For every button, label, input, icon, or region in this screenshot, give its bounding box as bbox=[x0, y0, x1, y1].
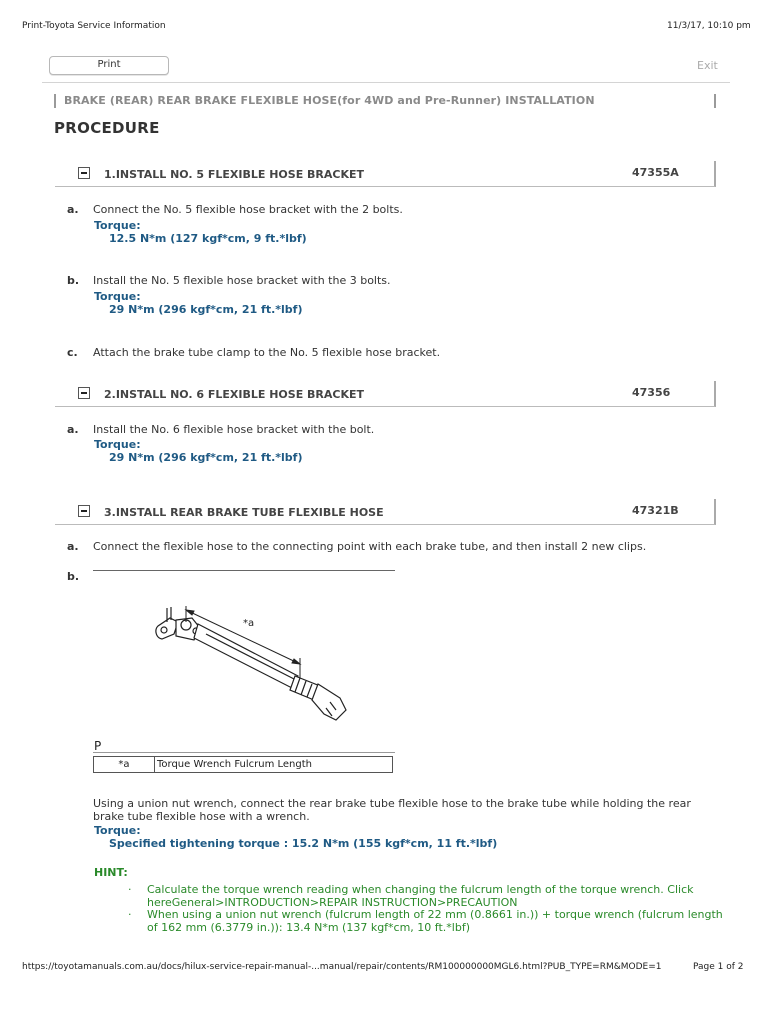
section-header-1 bbox=[55, 161, 716, 187]
bullet-icon: · bbox=[128, 883, 132, 896]
section-code: 47321B bbox=[632, 504, 679, 517]
torque-label: Torque: bbox=[94, 824, 141, 837]
print-button[interactable]: Print bbox=[49, 56, 169, 75]
legend-value: Torque Wrench Fulcrum Length bbox=[157, 759, 312, 770]
step-text: Attach the brake tube clamp to the No. 5 flexible hose bracket. bbox=[93, 346, 441, 359]
torque-wrench-illustration bbox=[150, 598, 360, 730]
section-title: 2.INSTALL NO. 6 FLEXIBLE HOSE BRACKET bbox=[104, 388, 365, 401]
section-title: 1.INSTALL NO. 5 FLEXIBLE HOSE BRACKET bbox=[104, 168, 365, 181]
page-number: Page 1 of 2 bbox=[693, 962, 744, 972]
collapse-icon[interactable] bbox=[78, 387, 90, 399]
torque-value: 29 N*m (296 kgf*cm, 21 ft.*lbf) bbox=[109, 303, 303, 316]
hint-item: When using a union nut wrench (fulcrum length of 22 mm (0.8661 in.)) + torque wrench (fulcrum length of 162 mm (6.3779 in.)): 13.4 N*m (137 kgf*cm, 10 ft.*lbf) bbox=[147, 908, 723, 934]
step-letter: c. bbox=[67, 346, 78, 359]
illustration-p-label: P bbox=[94, 739, 102, 753]
step-text: Install the No. 6 flexible hose bracket with the bolt. bbox=[93, 423, 375, 436]
step-letter: a. bbox=[67, 540, 79, 553]
torque-label: Torque: bbox=[94, 438, 141, 451]
collapse-icon[interactable] bbox=[78, 167, 90, 179]
step-text: Connect the flexible hose to the connecting point with each brake tube, and then install 2 new clips. bbox=[93, 540, 647, 553]
step-letter: a. bbox=[67, 203, 79, 216]
section-title: 3.INSTALL REAR BRAKE TUBE FLEXIBLE HOSE bbox=[104, 506, 384, 519]
step-instruction: Using a union nut wrench, connect the rear brake tube flexible hose to the brake tube while holding the rear brake tube flexible hose with a wrench. bbox=[93, 797, 691, 823]
footer-url: https://toyotamanuals.com.au/docs/hilux-service-repair-manual-...manual/repair/contents/RM100000000MGL6.html?PUB_TYPE=RM&MODE=1 bbox=[22, 962, 662, 972]
section-header-3 bbox=[55, 499, 716, 525]
torque-label: Torque: bbox=[94, 290, 141, 303]
collapse-icon[interactable] bbox=[78, 505, 90, 517]
exit-link[interactable]: Exit bbox=[697, 59, 718, 72]
illustration-top-rule bbox=[93, 570, 395, 571]
section-code: 47355A bbox=[632, 166, 679, 179]
step-letter: b. bbox=[67, 274, 80, 287]
hint-item: Calculate the torque wrench reading when changing the fulcrum length of the torque wrench. Click hereGeneral>INTRODUCTION>REPAIR INSTRUCTION>PRECAUTION bbox=[147, 883, 694, 909]
step-text: Install the No. 5 flexible hose bracket with the 3 bolts. bbox=[93, 274, 391, 287]
illustration-bottom-rule bbox=[93, 752, 395, 753]
document-title: Print-Toyota Service Information bbox=[22, 21, 166, 31]
breadcrumb: BRAKE (REAR) REAR BRAKE FLEXIBLE HOSE(for 4WD and Pre-Runner) INSTALLATION bbox=[54, 94, 716, 108]
section-header-2 bbox=[55, 381, 716, 407]
print-datetime: 11/3/17, 10:10 pm bbox=[667, 21, 751, 31]
page-title: PROCEDURE bbox=[54, 119, 160, 137]
torque-value: 12.5 N*m (127 kgf*cm, 9 ft.*lbf) bbox=[109, 232, 307, 245]
legend-table bbox=[93, 756, 393, 773]
legend-key: *a bbox=[94, 757, 155, 772]
torque-value: Specified tightening torque : 15.2 N*m (155 kgf*cm, 11 ft.*lbf) bbox=[109, 837, 498, 850]
step-letter: b. bbox=[67, 570, 80, 583]
dimension-callout: *a bbox=[243, 618, 255, 629]
step-letter: a. bbox=[67, 423, 79, 436]
step-text: Connect the No. 5 flexible hose bracket with the 2 bolts. bbox=[93, 203, 403, 216]
torque-label: Torque: bbox=[94, 219, 141, 232]
bullet-icon: · bbox=[128, 908, 132, 921]
torque-value: 29 N*m (296 kgf*cm, 21 ft.*lbf) bbox=[109, 451, 303, 464]
header-divider bbox=[42, 82, 730, 83]
section-code: 47356 bbox=[632, 386, 671, 399]
hint-label: HINT: bbox=[94, 866, 128, 879]
